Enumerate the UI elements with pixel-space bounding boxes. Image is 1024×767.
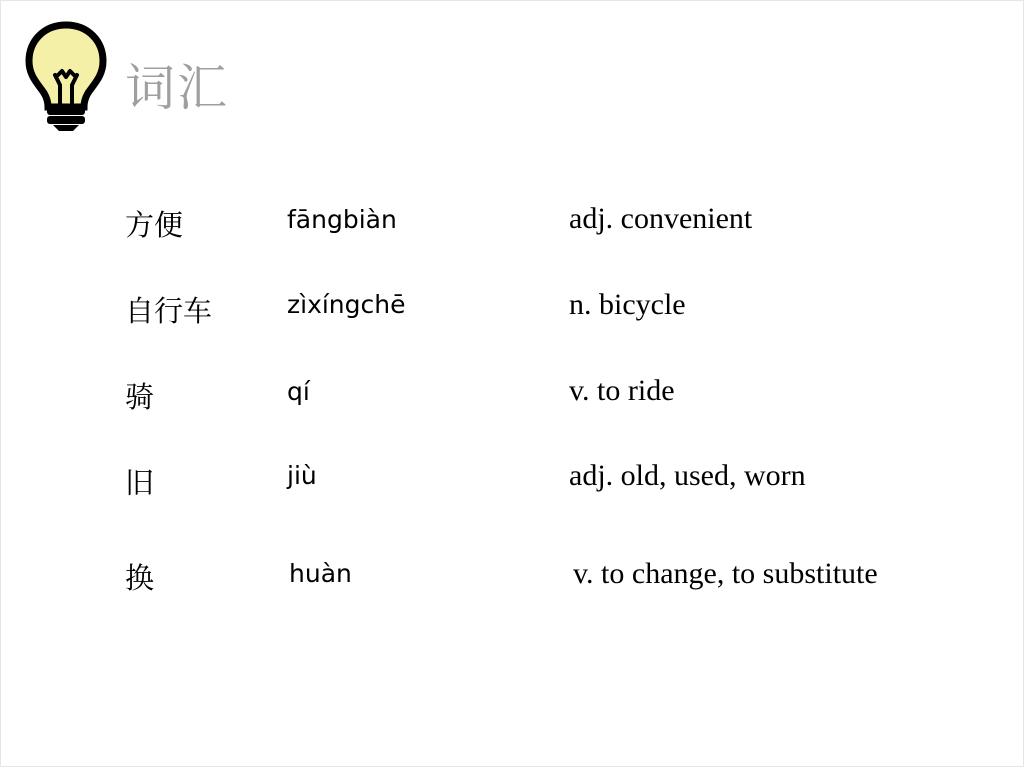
vocab-hanzi: 骑 bbox=[125, 380, 155, 414]
vocab-pinyin: zìxíngchē bbox=[287, 290, 406, 319]
vocab-pinyin: qí bbox=[287, 377, 310, 406]
vocab-meaning: v. to ride bbox=[569, 374, 675, 407]
vocab-pinyin: jiù bbox=[287, 461, 317, 490]
vocab-meaning: v. to change, to substitute bbox=[573, 557, 878, 590]
vocab-pinyin: fāngbiàn bbox=[287, 205, 397, 234]
vocab-row bbox=[1, 372, 1023, 422]
vocab-meaning: adj. convenient bbox=[569, 202, 753, 235]
vocab-meaning: n. bicycle bbox=[569, 288, 686, 321]
page-title: 词汇 bbox=[125, 59, 229, 117]
vocab-meaning: adj. old, used, worn bbox=[569, 459, 806, 492]
vocab-row bbox=[1, 556, 1023, 606]
lightbulb-icon bbox=[25, 21, 107, 133]
vocab-hanzi: 换 bbox=[125, 561, 155, 595]
vocab-hanzi: 方便 bbox=[125, 208, 184, 242]
vocab-pinyin: huàn bbox=[289, 559, 352, 588]
vocab-hanzi: 自行车 bbox=[125, 294, 213, 328]
vocab-row bbox=[1, 458, 1023, 508]
vocab-row bbox=[1, 201, 1023, 251]
vocab-hanzi: 旧 bbox=[125, 466, 155, 500]
vocab-row bbox=[1, 286, 1023, 336]
